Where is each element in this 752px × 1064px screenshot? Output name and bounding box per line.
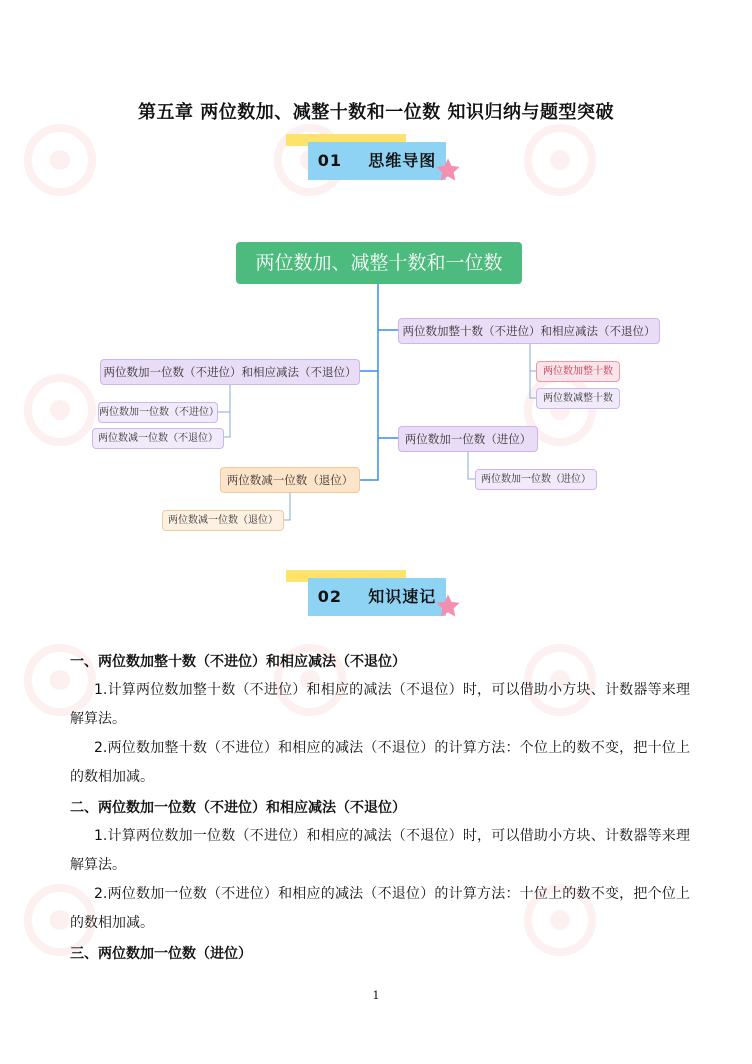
section-number: 02 bbox=[317, 587, 342, 606]
mindmap-branch: 两位数加一位数（不进位）和相应减法（不退位） bbox=[100, 359, 360, 385]
paragraph: 1.计算两位数加一位数（不进位）和相应的减法（不退位）时，可以借助小方块、计数器等来理解算法。 bbox=[70, 828, 690, 873]
section-title: 思维导图 bbox=[368, 151, 437, 170]
mindmap-leaf: 两位数减一位数（不退位） bbox=[92, 428, 224, 449]
mindmap-root: 两位数加、减整十数和一位数 bbox=[236, 242, 522, 284]
mindmap-branch: 两位数加一位数（进位） bbox=[398, 426, 538, 452]
star-icon bbox=[434, 592, 462, 620]
paragraph: 2.两位数加整十数（不进位）和相应的减法（不退位）的计算方法：个位上的数不变，把十位上的数相加减。 bbox=[70, 740, 690, 785]
page-number: 1 bbox=[372, 989, 380, 1002]
section-label bbox=[308, 578, 446, 616]
section-title: 知识速记 bbox=[368, 587, 437, 606]
section-header-notes bbox=[286, 570, 446, 626]
mindmap-branch: 两位数减一位数（退位） bbox=[220, 467, 360, 493]
mindmap-leaf: 两位数加一位数（不进位） bbox=[98, 402, 218, 423]
paragraph: 2.两位数加一位数（不进位）和相应的减法（不退位）的计算方法：十位上的数不变，把个位上的数相加减。 bbox=[70, 886, 690, 931]
paragraph: 1.计算两位数加整十数（不进位）和相应的减法（不退位）时，可以借助小方块、计数器等来理解算法。 bbox=[70, 682, 690, 727]
heading-2: 二、两位数加一位数（不进位）和相应减法（不退位） bbox=[70, 800, 406, 816]
section-number: 01 bbox=[317, 151, 342, 170]
page-title: 第五章 两位数加、减整十数和一位数 知识归纳与题型突破 bbox=[137, 102, 615, 123]
heading-3: 三、两位数加一位数（进位） bbox=[70, 946, 252, 962]
heading-1: 一、两位数加整十数（不进位）和相应减法（不退位） bbox=[70, 654, 406, 670]
mindmap-branch: 两位数加整十数（不进位）和相应减法（不退位） bbox=[398, 318, 660, 344]
mindmap-leaf: 两位数减整十数 bbox=[536, 388, 620, 409]
mindmap-leaf: 两位数加整十数 bbox=[536, 361, 620, 382]
mindmap-leaf: 两位数减一位数（退位） bbox=[162, 510, 284, 531]
mindmap-leaf: 两位数加一位数（进位） bbox=[475, 469, 597, 490]
